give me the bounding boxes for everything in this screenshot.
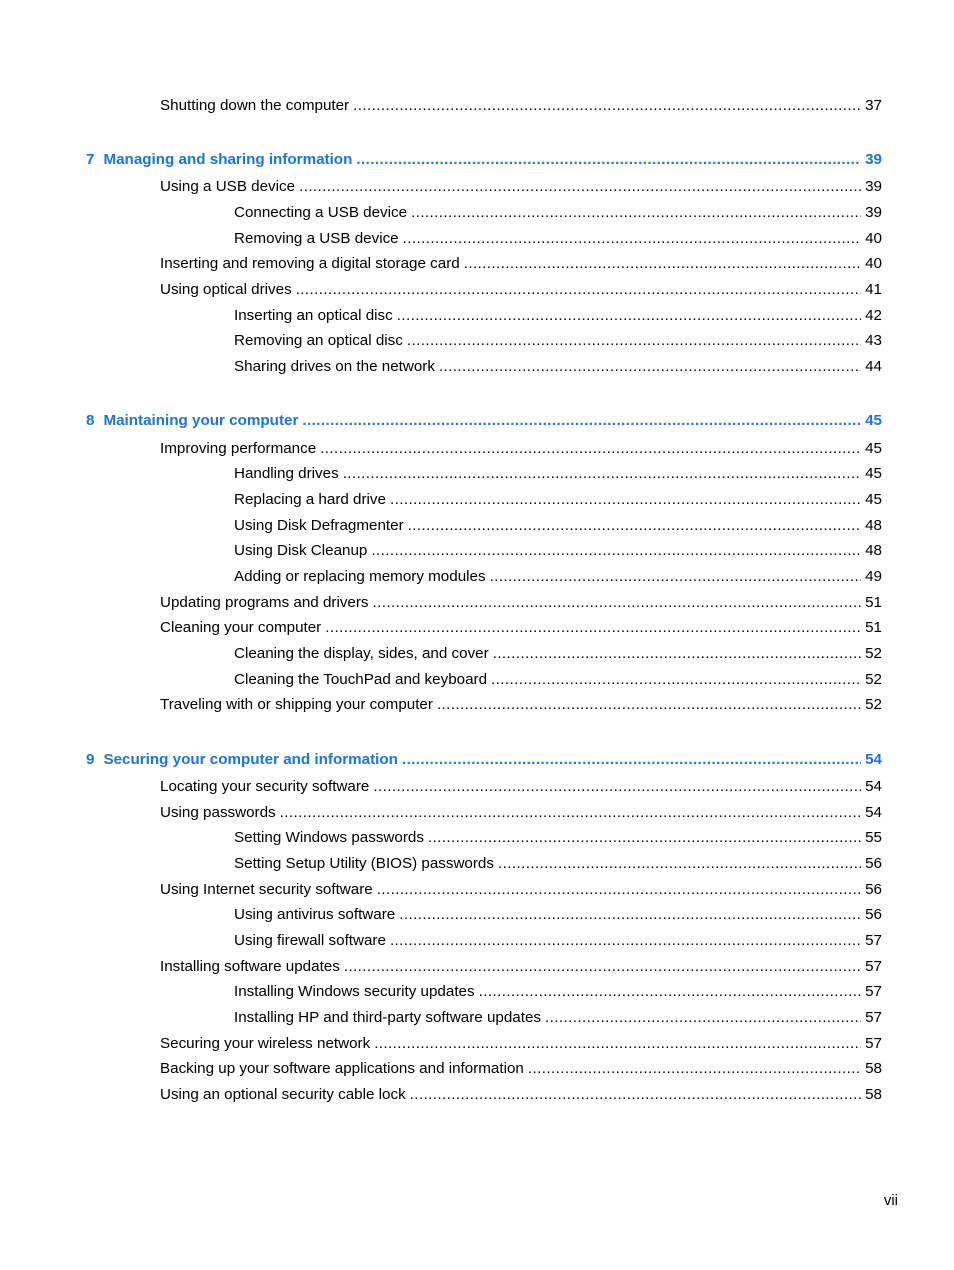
toc-entry-page: 43 [865,332,882,349]
dot-leader [371,541,861,561]
dot-leader [490,567,862,587]
dot-leader [390,931,861,951]
toc-entry-page: 57 [865,932,882,949]
toc-entry-title: Connecting a USB device [234,204,408,221]
toc-entry-title: Installing software updates [160,958,340,975]
toc-entry-page: 51 [865,619,882,636]
toc-entry-title: Installing Windows security updates [234,983,475,1000]
toc-entry-page: 56 [865,906,882,923]
dot-leader [408,516,861,536]
toc-entry-title: Removing a USB device [234,230,399,247]
toc-entry-page: 45 [865,491,882,508]
dot-leader [410,1085,861,1105]
toc-entry-title: Setting Windows passwords [234,829,424,846]
toc-subentry[interactable] [234,644,882,664]
dot-leader [373,777,861,797]
toc-entry-title: Setting Setup Utility (BIOS) passwords [234,855,494,872]
dot-leader [373,593,862,613]
dot-leader [439,357,861,377]
toc-entry-page: 55 [865,829,882,846]
toc-entry-title: Using Disk Cleanup [234,542,368,559]
toc-subentry[interactable] [234,331,882,351]
toc-subentry[interactable] [234,306,882,326]
toc-subentry[interactable] [234,931,882,951]
dot-leader [491,670,861,690]
toc-entry-title: Updating programs and drivers [160,594,369,611]
toc-entry-title: Traveling with or shipping your computer [160,696,433,713]
toc-entry-page: 41 [865,281,882,298]
chapter-title: Managing and sharing information [103,151,353,168]
dot-leader [437,695,861,715]
dot-leader [343,464,861,484]
toc-entry-page: 52 [865,696,882,713]
dot-leader [296,280,861,300]
toc-entry-title: Inserting an optical disc [234,307,393,324]
toc-subentry[interactable] [234,490,882,510]
toc-entry-title: Cleaning the display, sides, and cover [234,645,489,662]
toc-entry[interactable] [160,618,882,638]
toc-entry-page: 40 [865,255,882,272]
dot-leader [377,880,861,900]
dot-leader [299,177,861,197]
dot-leader [479,982,862,1002]
toc-entry[interactable] [160,803,882,823]
toc-entry[interactable] [160,1085,882,1105]
dot-leader [397,306,861,326]
toc-entry[interactable] [160,1059,882,1079]
toc-entry-title: Cleaning the TouchPad and keyboard [234,671,488,688]
toc-entry-title: Using passwords [160,804,276,821]
dot-leader [402,750,861,770]
chapter-page: 45 [865,412,882,429]
dot-leader [325,618,861,638]
toc-entry-title: Replacing a hard drive [234,491,386,508]
dot-leader [356,150,861,170]
toc-entry-page: 39 [865,204,882,221]
toc-entry-title: Locating your security software [160,778,370,795]
toc-subentry[interactable] [234,203,882,223]
dot-leader [353,96,861,116]
toc-subentry[interactable] [234,357,882,377]
toc-chapter-8[interactable] [86,411,882,431]
dot-leader [302,411,861,431]
chapter-number: 8 [86,412,95,429]
dot-leader [464,254,861,274]
toc-entry-page: 40 [865,230,882,247]
toc-entry-page: 57 [865,983,882,1000]
toc-entry-page: 42 [865,307,882,324]
toc-subentry[interactable] [234,516,882,536]
toc-entry-page: 52 [865,671,882,688]
toc-entry-page: 57 [865,1035,882,1052]
toc-entry-page: 39 [865,178,882,195]
toc-entry[interactable] [160,593,882,613]
toc-chapter-7[interactable] [86,150,882,170]
dot-leader [428,828,861,848]
toc-entry-title: Using a USB device [160,178,296,195]
dot-leader [545,1008,861,1028]
toc-entry-title: Using Disk Defragmenter [234,517,404,534]
toc-entry-page: 49 [865,568,882,585]
toc-entry-title: Backing up your software applications and information [160,1060,524,1077]
toc-entry-title: Using antivirus software [234,906,396,923]
chapter-number: 7 [86,151,95,168]
toc-entry-page: 44 [865,358,882,375]
chapter-number: 9 [86,751,95,768]
toc-entry-page: 58 [865,1086,882,1103]
toc-entry[interactable] [160,695,882,715]
toc-entry-title: Installing HP and third-party software updates [234,1009,542,1026]
toc-entry[interactable] [160,439,882,459]
dot-leader [411,203,861,223]
toc-subentry[interactable] [234,1008,882,1028]
toc-entry-page: 58 [865,1060,882,1077]
toc-subentry[interactable] [234,854,882,874]
toc-entry-title: Using optical drives [160,281,292,298]
toc-entry[interactable] [160,254,882,274]
toc-entry-page: 51 [865,594,882,611]
chapter-page: 54 [865,751,882,768]
toc-entry-page: 45 [865,440,882,457]
toc-entry-title: Using an optional security cable lock [160,1086,406,1103]
toc-entry[interactable] [160,880,882,900]
toc-subentry[interactable] [234,982,882,1002]
toc-entry[interactable] [160,280,882,300]
dot-leader [399,905,861,925]
toc-entry[interactable] [160,177,882,197]
toc-entry-page: 48 [865,542,882,559]
chapter-title: Maintaining your computer [103,412,299,429]
toc-chapter-9[interactable] [86,750,882,770]
toc-entry-page: 37 [865,97,882,114]
toc-entry-title: Handling drives [234,465,339,482]
toc-subentry[interactable] [234,567,882,587]
dot-leader [528,1059,861,1079]
toc-entry-title: Shutting down the computer [160,97,350,114]
dot-leader [498,854,861,874]
toc-subentry[interactable] [234,229,882,249]
toc-subentry[interactable] [234,828,882,848]
toc-entry-title: Inserting and removing a digital storage card [160,255,460,272]
toc-entry-page: 56 [865,855,882,872]
toc-entry-page: 57 [865,958,882,975]
toc-subentry[interactable] [234,541,882,561]
chapter-page: 39 [865,151,882,168]
toc-entry-page: 45 [865,465,882,482]
toc-entry-page: 57 [865,1009,882,1026]
dot-leader [390,490,861,510]
toc-entry-page: 54 [865,778,882,795]
dot-leader [403,229,861,249]
toc-entry-page: 56 [865,881,882,898]
toc-subentry[interactable] [234,670,882,690]
toc-entry-page: 48 [865,517,882,534]
dot-leader [493,644,861,664]
dot-leader [280,803,861,823]
toc-entry-title: Securing your wireless network [160,1035,371,1052]
toc-entry[interactable] [160,957,882,977]
toc-entry-page: 52 [865,645,882,662]
toc-entry-title: Adding or replacing memory modules [234,568,486,585]
toc-entry[interactable] [160,777,882,797]
toc-entry-title: Cleaning your computer [160,619,322,636]
dot-leader [320,439,861,459]
toc-entry-title: Using firewall software [234,932,386,949]
toc-entry[interactable] [160,1034,882,1054]
toc-entry-page: 54 [865,804,882,821]
toc-entry-title: Using Internet security software [160,881,373,898]
chapter-title: Securing your computer and information [103,751,398,768]
dot-leader [407,331,861,351]
dot-leader [344,957,861,977]
toc-entry-title: Sharing drives on the network [234,358,435,375]
toc-subentry[interactable] [234,464,882,484]
dot-leader [374,1034,861,1054]
toc-entry[interactable] [160,96,882,116]
toc-subentry[interactable] [234,905,882,925]
toc-entry-title: Improving performance [160,440,317,457]
toc-entry-title: Removing an optical disc [234,332,403,349]
page-number: vii [883,1192,898,1209]
